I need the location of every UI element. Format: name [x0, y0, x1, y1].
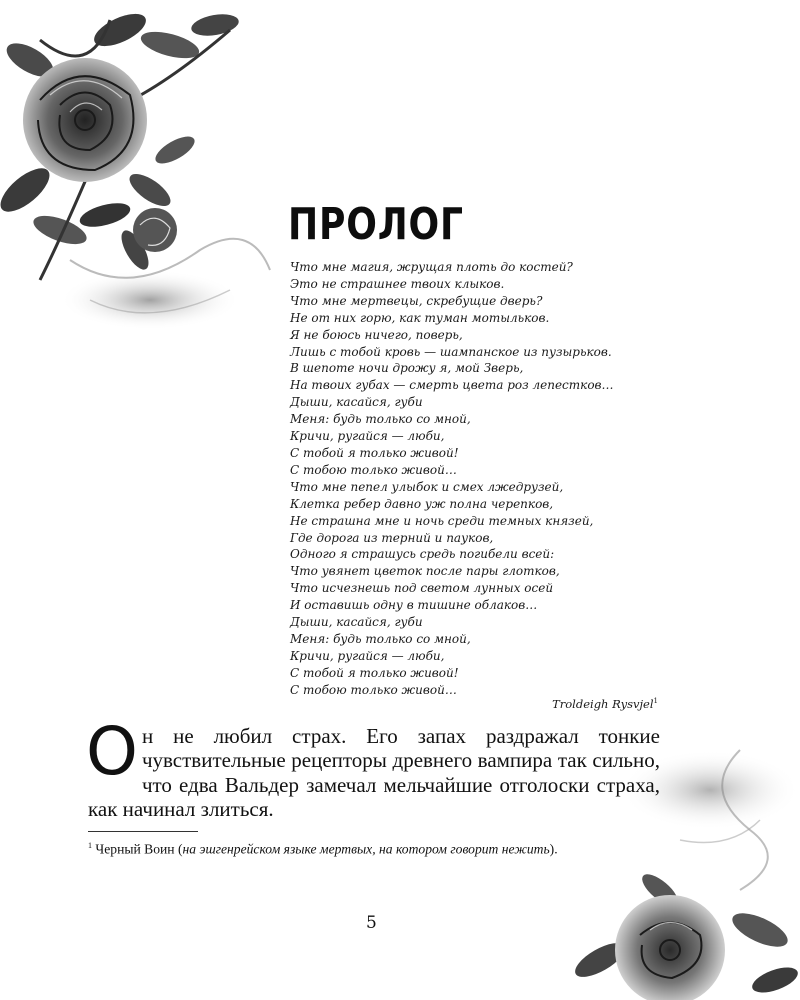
poem-line: Не страшна мне и ночь среди темных князей, — [290, 513, 594, 528]
poem-line: В шепоте ночи дрожу я, мой Зверь, — [290, 361, 524, 376]
epigraph-author — [552, 697, 658, 711]
footnote-term: Черный Воин — [95, 841, 175, 857]
rose-illustration-top — [0, 0, 280, 340]
poem-line: С тобою только живой… — [290, 462, 457, 477]
poem-line: Что мне пепел улыбок и смех лжедрузей, — [290, 479, 564, 494]
poem-line: Что мне мертвецы, скребущие дверь? — [290, 293, 543, 308]
poem-line: Что мне магия, жрущая плоть до костей? — [290, 260, 573, 274]
poem-line: Клетка ребер давно уж полна черепков, — [290, 496, 554, 511]
footnote-mark: 1 — [88, 841, 92, 850]
poem-line: С тобою только живой… — [290, 682, 457, 697]
poem-line: Кричи, ругайся — люби, — [290, 429, 445, 444]
poem-line: С тобой я только живой! — [290, 665, 459, 680]
poem-line: С тобой я только живой! — [290, 445, 459, 460]
poem-line: Меня: будь только со мной, — [290, 631, 471, 646]
poem-line: Что исчезнешь под светом лунных осей — [290, 581, 554, 596]
poem-line: Я не боюсь ничего, поверь, — [290, 327, 463, 342]
footnote-note: на эшгенрейском языке мертвых, на котором говорит нежить — [182, 841, 550, 857]
poem-line: Что увянет цветок после пары глотков, — [290, 564, 560, 579]
author-name: Troldeigh Rysvjel — [552, 697, 654, 711]
poem-line: Кричи, ругайся — люби, — [290, 648, 445, 663]
drop-cap: О — [86, 713, 138, 790]
poem-line: Это не страшнее твоих клыков. — [290, 276, 505, 291]
poem-line: На твоих губах — смерть цвета роз лепестков… — [290, 378, 614, 393]
poem-line: Дыши, касайся, губи — [290, 615, 423, 630]
poem-line: Не от них горю, как туман мотыльков. — [290, 310, 550, 325]
poem-line: Одного я страшусь средь погибели всей: — [290, 547, 555, 562]
poem-line: И оставишь одну в тишине облаков… — [290, 598, 538, 613]
footnote-divider — [88, 831, 198, 832]
body-text: н не любил страх. Его запах раздражал тонкие чувствительные рецепторы древнего вампира так сильно, что едва Вальдер замечал мельчайшие отголоски страха, как начинал злиться. — [88, 724, 660, 822]
footnote: $^1$ Черный Воин (на эшгенрейском языке мертвых, на котором говорит нежить). — [88, 841, 558, 857]
page-number: 5 — [366, 913, 377, 933]
author-footnote-mark: 1 — [653, 697, 658, 706]
poem-line: Где дорога из терний и пауков, — [290, 530, 494, 545]
body-paragraph — [86, 713, 660, 822]
poem-line: Меня: будь только со мной, — [290, 412, 471, 427]
epigraph-poem — [290, 259, 614, 699]
poem-line: Лишь с тобой кровь — шампанское из пузырьков. — [290, 344, 612, 359]
chapter-title: ПРОЛОГ — [288, 199, 464, 250]
poem-line: Дыши, касайся, губи — [290, 395, 423, 410]
